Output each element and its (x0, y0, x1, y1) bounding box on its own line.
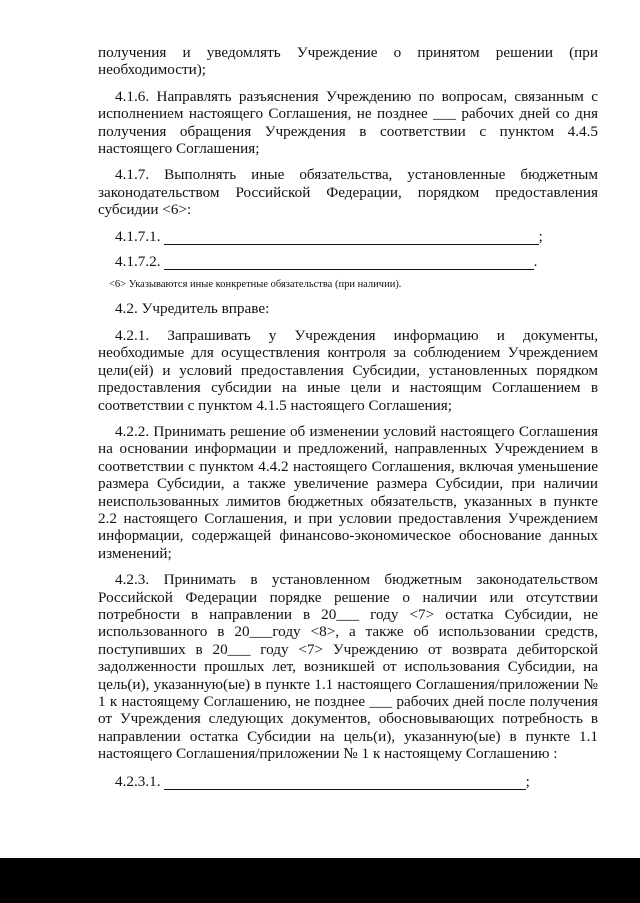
paragraph-4-1-7: 4.1.7. Выполнять иные обязательства, установленные бюджетным законодательством Российской Федерации, порядком предоставления субсидии <6>: (98, 166, 598, 219)
fill-label: 4.1.7.1. (115, 227, 161, 245)
fill-end: ; (538, 227, 543, 245)
paragraph-continuation: получения и уведомлять Учреждение о принятом решении (при необходимости); (98, 44, 598, 79)
blank-line (164, 256, 534, 270)
paragraph-4-2-1: 4.2.1. Запрашивать у Учреждения информацию и документы, необходимые для осуществления контроля за соблюдением Учреждением цели(ей) и условий предоставления Субсидии, установленных порядком предоставления субсидии на иные цели и настоящим Соглашением в соответствии с пунктом 4.1.5 настоящего Соглашения; (98, 326, 598, 414)
footnote-6: <6> Указываются иные конкретные обязательства (при наличии). (109, 279, 402, 291)
paragraph-4-2-2: 4.2.2. Принимать решение об изменении условий настоящего Соглашения на основании информации и предложений, направленных Учреждением в соответствии с пунктом 4.4.2 настоящего Соглашения, включая уменьшение размера Субсидии, а также увеличение размера Субсидии, при наличии неиспользованных лимитов бюджетных обязательств, указанных в пункте 2.2 настоящего Соглашения, и при условии предоставления Учреждением информации, содержащей финансово-экономическое обоснование данных изменений; (98, 422, 598, 562)
fill-line-4-1-7-2 (115, 253, 598, 270)
fill-line-4-1-7-1 (115, 228, 598, 245)
scan-bottom-border (0, 858, 640, 903)
fill-end: ; (525, 772, 530, 790)
paragraph-4-1-6: 4.1.6. Направлять разъяснения Учреждению по вопросам, связанным с исполнением настоящего Соглашения, не позднее ___ рабочих дней со дня получения обращения Учреждения в соответствии с пунктом 4.4.5 настоящего Соглашения; (98, 87, 598, 158)
paragraph-4-2: 4.2. Учредитель вправе: (115, 300, 270, 318)
fill-end: . (533, 253, 538, 271)
fill-line-4-2-3-1 (115, 773, 598, 790)
fill-label: 4.2.3.1. (115, 772, 161, 790)
blank-line (164, 231, 539, 245)
blank-line (164, 776, 526, 790)
paragraph-4-2-3: 4.2.3. Принимать в установленном бюджетным законодательством Российской Федерации порядке решение о наличии или отсутствии потребности в направлении в 20___ году <7> остатка Субсидии, не использованного в 20___году <8>, а также об использовании средств, поступивших в 20___ году <7> Учреждению от возврата дебиторской задолженности прошлых лет, возникшей от использования Субсидии, на цель(и), указанную(ые) в пункте 1.1 настоящего Соглашения/приложении № 1 к настоящему Соглашению, не позднее ___ рабочих дней после получения от Учреждения следующих документов, обосновывающих потребность в направлении остатка Субсидии на цель(и), указанную(ые) в пункте 1.1 настоящего Соглашения/приложении № 1 к настоящему Соглашению : (98, 571, 598, 763)
document-page (98, 44, 598, 790)
fill-label: 4.1.7.2. (115, 253, 161, 271)
